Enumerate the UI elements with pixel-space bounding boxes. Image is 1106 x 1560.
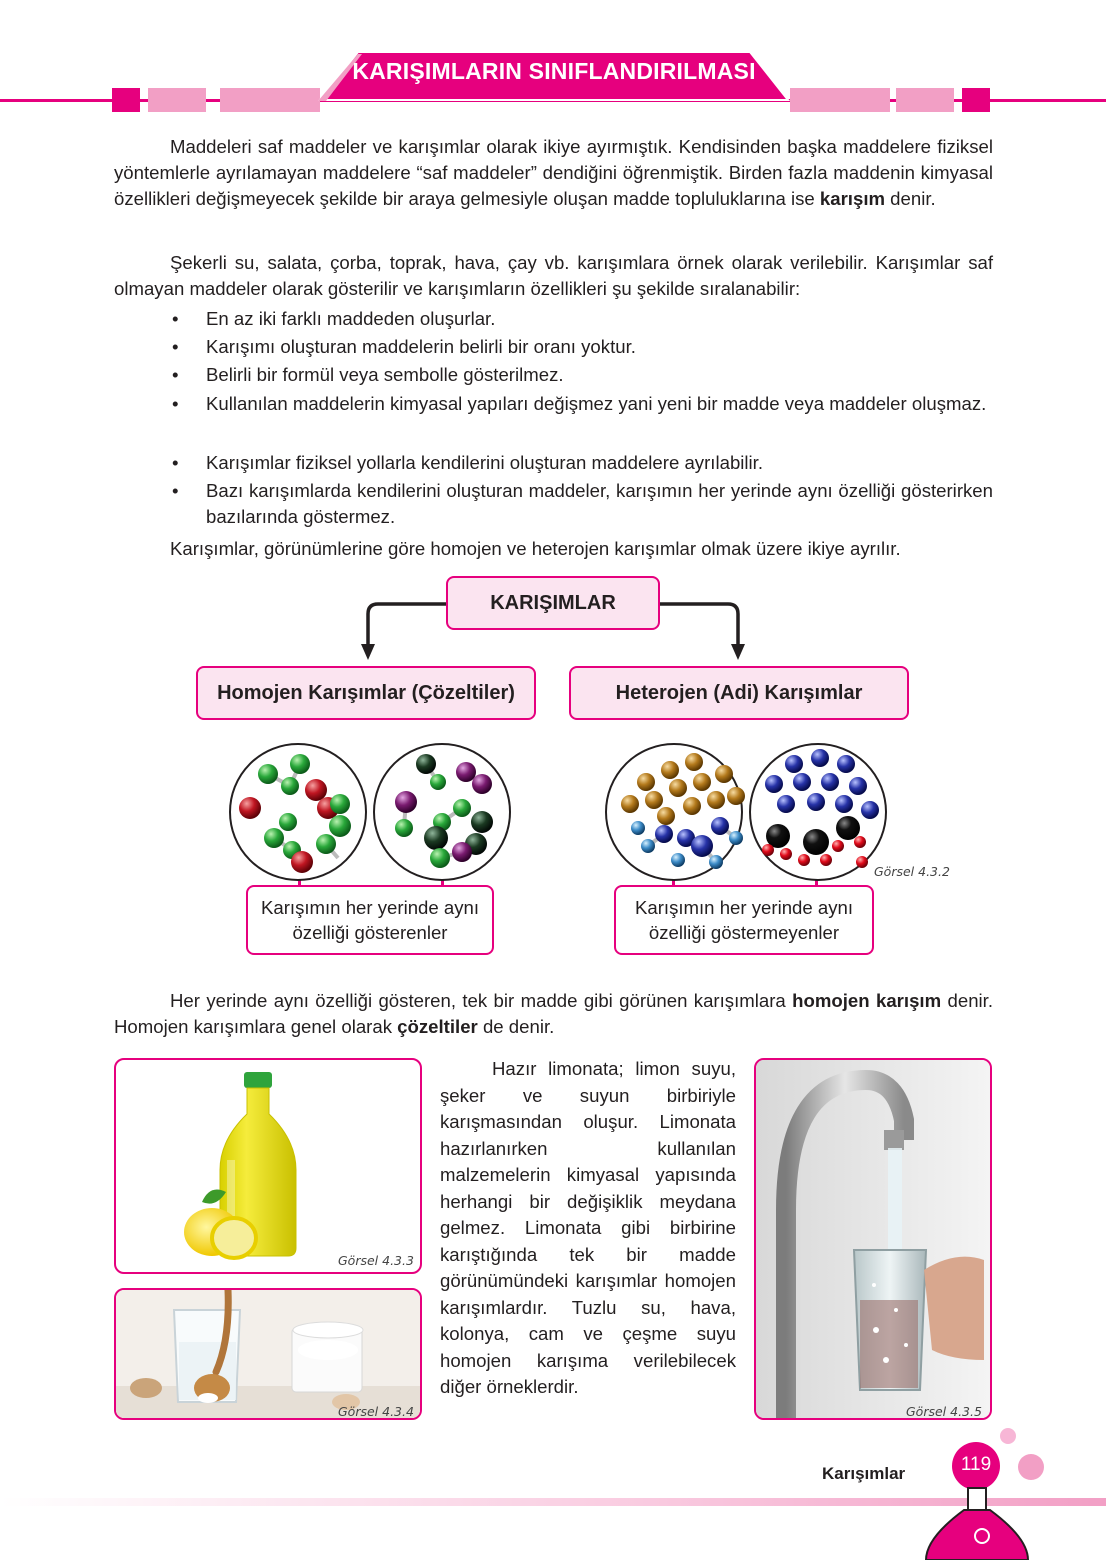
header-block (220, 88, 320, 112)
header-block (112, 88, 140, 112)
homojen-definition: Her yerinde aynı özelliği gösteren, tek bir madde gibi görünen karışımlara homojen karışım denir. Homojen karışımlara genel olarak çözeltiler de denir. (114, 990, 993, 1037)
homojen-box: Homojen Karışımlar (Çözeltiler) (196, 666, 536, 720)
heterojen-box: Heterojen (Adi) Karışımlar (569, 666, 909, 720)
list-item: • Karışımlar fiziksel yollarla kendilerini oluşturan maddelere ayrılabilir. (172, 452, 764, 473)
limonata-paragraph: Hazır limonata; limon suyu, şeker ve suyun birbiriyle karışmasından oluşur. Limonata hazırlanırken kullanılan malzemelerin kimyasal yapısında herhangi bir değişiklik meydana gelmez. Limonata gibi birbirine karıştığında tek bir madde görünümündeki karışımlar homojen karışımlardır. Tuzlu su, hava, kolonya, cam ve çeşme suyu homojen karışıma verilebilecek diğer örneklerdir. (440, 1058, 736, 1397)
list-item: • En az iki farklı maddeden oluşurlar. (172, 308, 496, 329)
heterojen-description: Karışımın her yerinde aynı özelliği göstermeyenler (614, 885, 874, 955)
classification-sentence: Karışımlar, görünümlerine göre homojen ve heterojen karışımlar olmak üzere ikiye ayrılır. (170, 538, 901, 559)
footer-section-title: Karışımlar (822, 1464, 906, 1483)
tap-water-illustration (756, 1060, 990, 1418)
bold-term: çözeltiler (397, 1016, 478, 1037)
header-block (148, 88, 206, 112)
salt-water-illustration (116, 1290, 420, 1418)
list-item: • Karışımı oluşturan maddelerin belirli bir oranı yoktur. (172, 336, 636, 357)
list-item: • Bazı karışımlarda kendilerini oluşturan maddeler, karışımın her yerinde aynı özelliği gösterirken bazılarında göstermez. (172, 480, 993, 527)
figure-caption: Görsel 4.3.2 (874, 864, 950, 879)
list-item: • Kullanılan maddelerin kimyasal yapıları değişmez yani yeni bir madde veya maddeler oluşmaz. (172, 393, 987, 414)
intro-paragraph-2: Şekerli su, salata, çorba, toprak, hava, çay vb. karışımlara örnek olarak verilebilir. Karışımlar saf olmayan maddeler olarak gösterilir ve karışımların özellikleri şu şekilde sıralanabilir: (114, 252, 993, 299)
molecule-illustrations (226, 742, 892, 882)
intro-paragraph: Maddeleri saf maddeler ve karışımlar olarak ikiye ayırmıştık. Kendisinden başka maddelere fiziksel yöntemlerle ayrılamayan maddelere “saf maddeler” dendiğini öğrenmiştik. Birden fazla maddenin kimyasal özellikleri değişmeyecek şekilde bir araya gelmesiyle oluşan madde topluluklarına ise karışım denir. (114, 136, 993, 209)
lemonade-illustration (116, 1060, 420, 1272)
figure-caption: Görsel 4.3.3 (338, 1253, 414, 1268)
lemonade-photo (114, 1058, 422, 1274)
header-title: KARIŞIMLARIN SINIFLANDIRILMASI (352, 58, 756, 84)
tap-water-photo (754, 1058, 992, 1420)
figure-caption: Görsel 4.3.5 (906, 1404, 982, 1419)
diagram-root-box: KARIŞIMLAR (446, 576, 660, 630)
page-number: 119 (960, 1454, 992, 1475)
header-block (962, 88, 990, 112)
list-item: • Belirli bir formül veya sembolle gösterilmez. (172, 364, 564, 385)
homojen-description: Karışımın her yerinde aynı özelliği gösterenler (246, 885, 494, 955)
header-block (790, 88, 890, 112)
bold-term: homojen karışım (792, 990, 942, 1011)
figure-caption: Görsel 4.3.4 (338, 1404, 414, 1419)
header-block (896, 88, 954, 112)
bold-term: karışım (819, 188, 886, 209)
salt-water-photo (114, 1288, 422, 1420)
